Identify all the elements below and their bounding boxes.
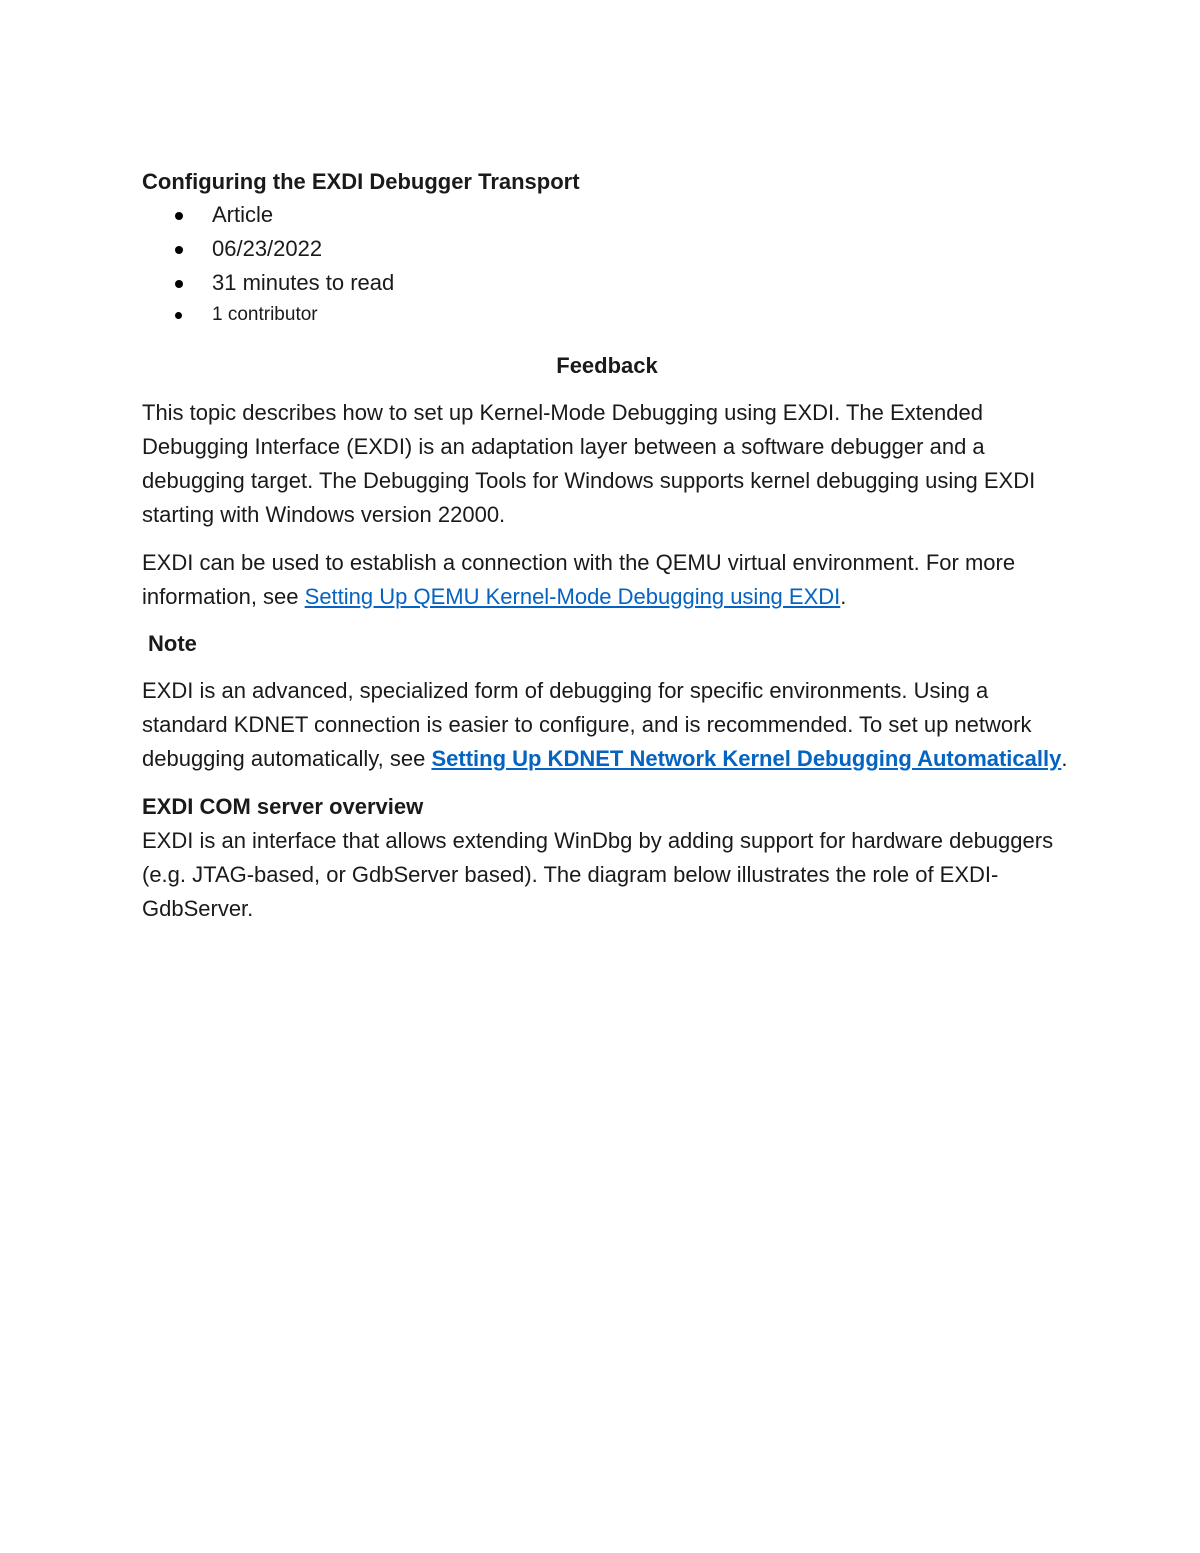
meta-type: Article [212, 202, 274, 227]
bullet-icon [175, 246, 183, 254]
qemu-text: EXDI can be used to establish a connection with the QEMU virtual environment. For more information, see [142, 550, 1016, 609]
meta-read-time: 31 minutes to read [212, 270, 395, 295]
document-page [142, 166, 1072, 926]
page-title: Configuring the EXDI Debugger Transport [142, 169, 580, 194]
note-text: EXDI is an advanced, specialized form of debugging for specific environments. Using a standard KDNET connection is easier to configure, and is recommended. To set up network debugging automatically, see [142, 678, 1032, 771]
feedback-heading: Feedback [556, 353, 658, 378]
list-item [142, 266, 1072, 300]
qemu-debugging-link[interactable]: Setting Up QEMU Kernel-Mode Debugging using EXDI [304, 584, 841, 609]
article-meta-list [142, 198, 1072, 330]
qemu-text-end: . [840, 584, 847, 609]
section-heading: EXDI COM server overview [142, 794, 424, 819]
note-text-end: . [1061, 746, 1068, 771]
meta-date: 06/23/2022 [212, 236, 323, 261]
intro-paragraph: This topic describes how to set up Kernel-Mode Debugging using EXDI. The Extended Debugging Interface (EXDI) is an adaptation layer between a software debugger and a debugging target. The Debugging Tools for Windows supports kernel debugging using EXDI starting with Windows version 22000. [142, 400, 1036, 527]
bullet-icon [175, 212, 183, 220]
list-item [142, 198, 1072, 232]
note-heading: Note [148, 631, 197, 656]
list-item [142, 300, 1072, 330]
list-item [142, 232, 1072, 266]
meta-contributors: 1 contributor [212, 304, 318, 325]
bullet-icon [175, 280, 183, 288]
bullet-icon [175, 312, 182, 319]
note-paragraph [142, 674, 1072, 776]
qemu-paragraph [142, 546, 1072, 614]
com-server-paragraph: EXDI is an interface that allows extending WinDbg by adding support for hardware debuggers (e.g. JTAG-based, or GdbServer based). The diagram below illustrates the role of EXDI-GdbServer. [142, 828, 1054, 921]
kdnet-debugging-link[interactable]: Setting Up KDNET Network Kernel Debugging Automatically [431, 746, 1062, 771]
